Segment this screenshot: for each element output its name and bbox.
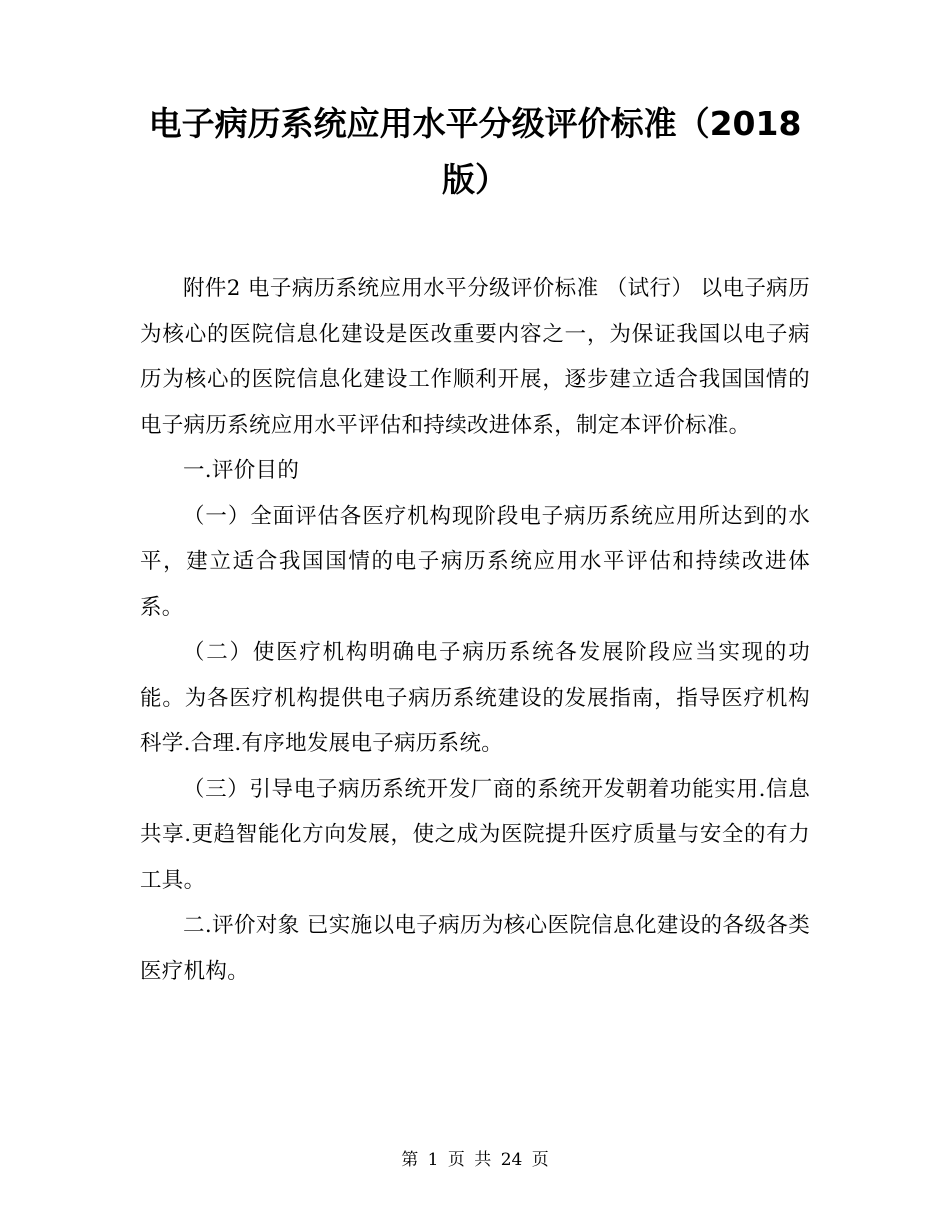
paragraph-purpose-1: （一）全面评估各医疗机构现阶段电子病历系统应用所达到的水平，建立适合我国国情的电子病历系统应用水平评估和持续改进体系。 <box>140 503 810 620</box>
paragraph-purpose-3: （三）引导电子病历系统开发厂商的系统开发朝着功能实用.信息共享.更趋智能化方向发展，使之成为医院提升医疗质量与安全的有力工具。 <box>140 776 810 893</box>
document-title: 电子病历系统应用水平分级评价标准（2018版） <box>148 104 802 199</box>
page-footer: 第 1 页 共 24 页 <box>401 1150 549 1170</box>
document-body <box>140 266 810 994</box>
section-heading-target: 二.评价对象 已实施以电子病历为核心医院信息化建设的各级各类医疗机构。 <box>140 913 810 984</box>
section-heading-purpose: 一.评价目的 <box>183 458 300 483</box>
paragraph-intro: 附件2 电子病历系统应用水平分级评价标准 （试行） 以电子病历为核心的医院信息化建设是医改重要内容之一，为保证我国以电子病历为核心的医院信息化建设工作顺利开展，逐步建立适合我国国情的电子病历系统应用水平评估和持续改进体系，制定本评价标准。 <box>140 276 810 438</box>
paragraph-purpose-2: （二）使医疗机构明确电子病历系统各发展阶段应当实现的功能。为各医疗机构提供电子病历系统建设的发展指南，指导医疗机构科学.合理.有序地发展电子病历系统。 <box>140 640 810 756</box>
